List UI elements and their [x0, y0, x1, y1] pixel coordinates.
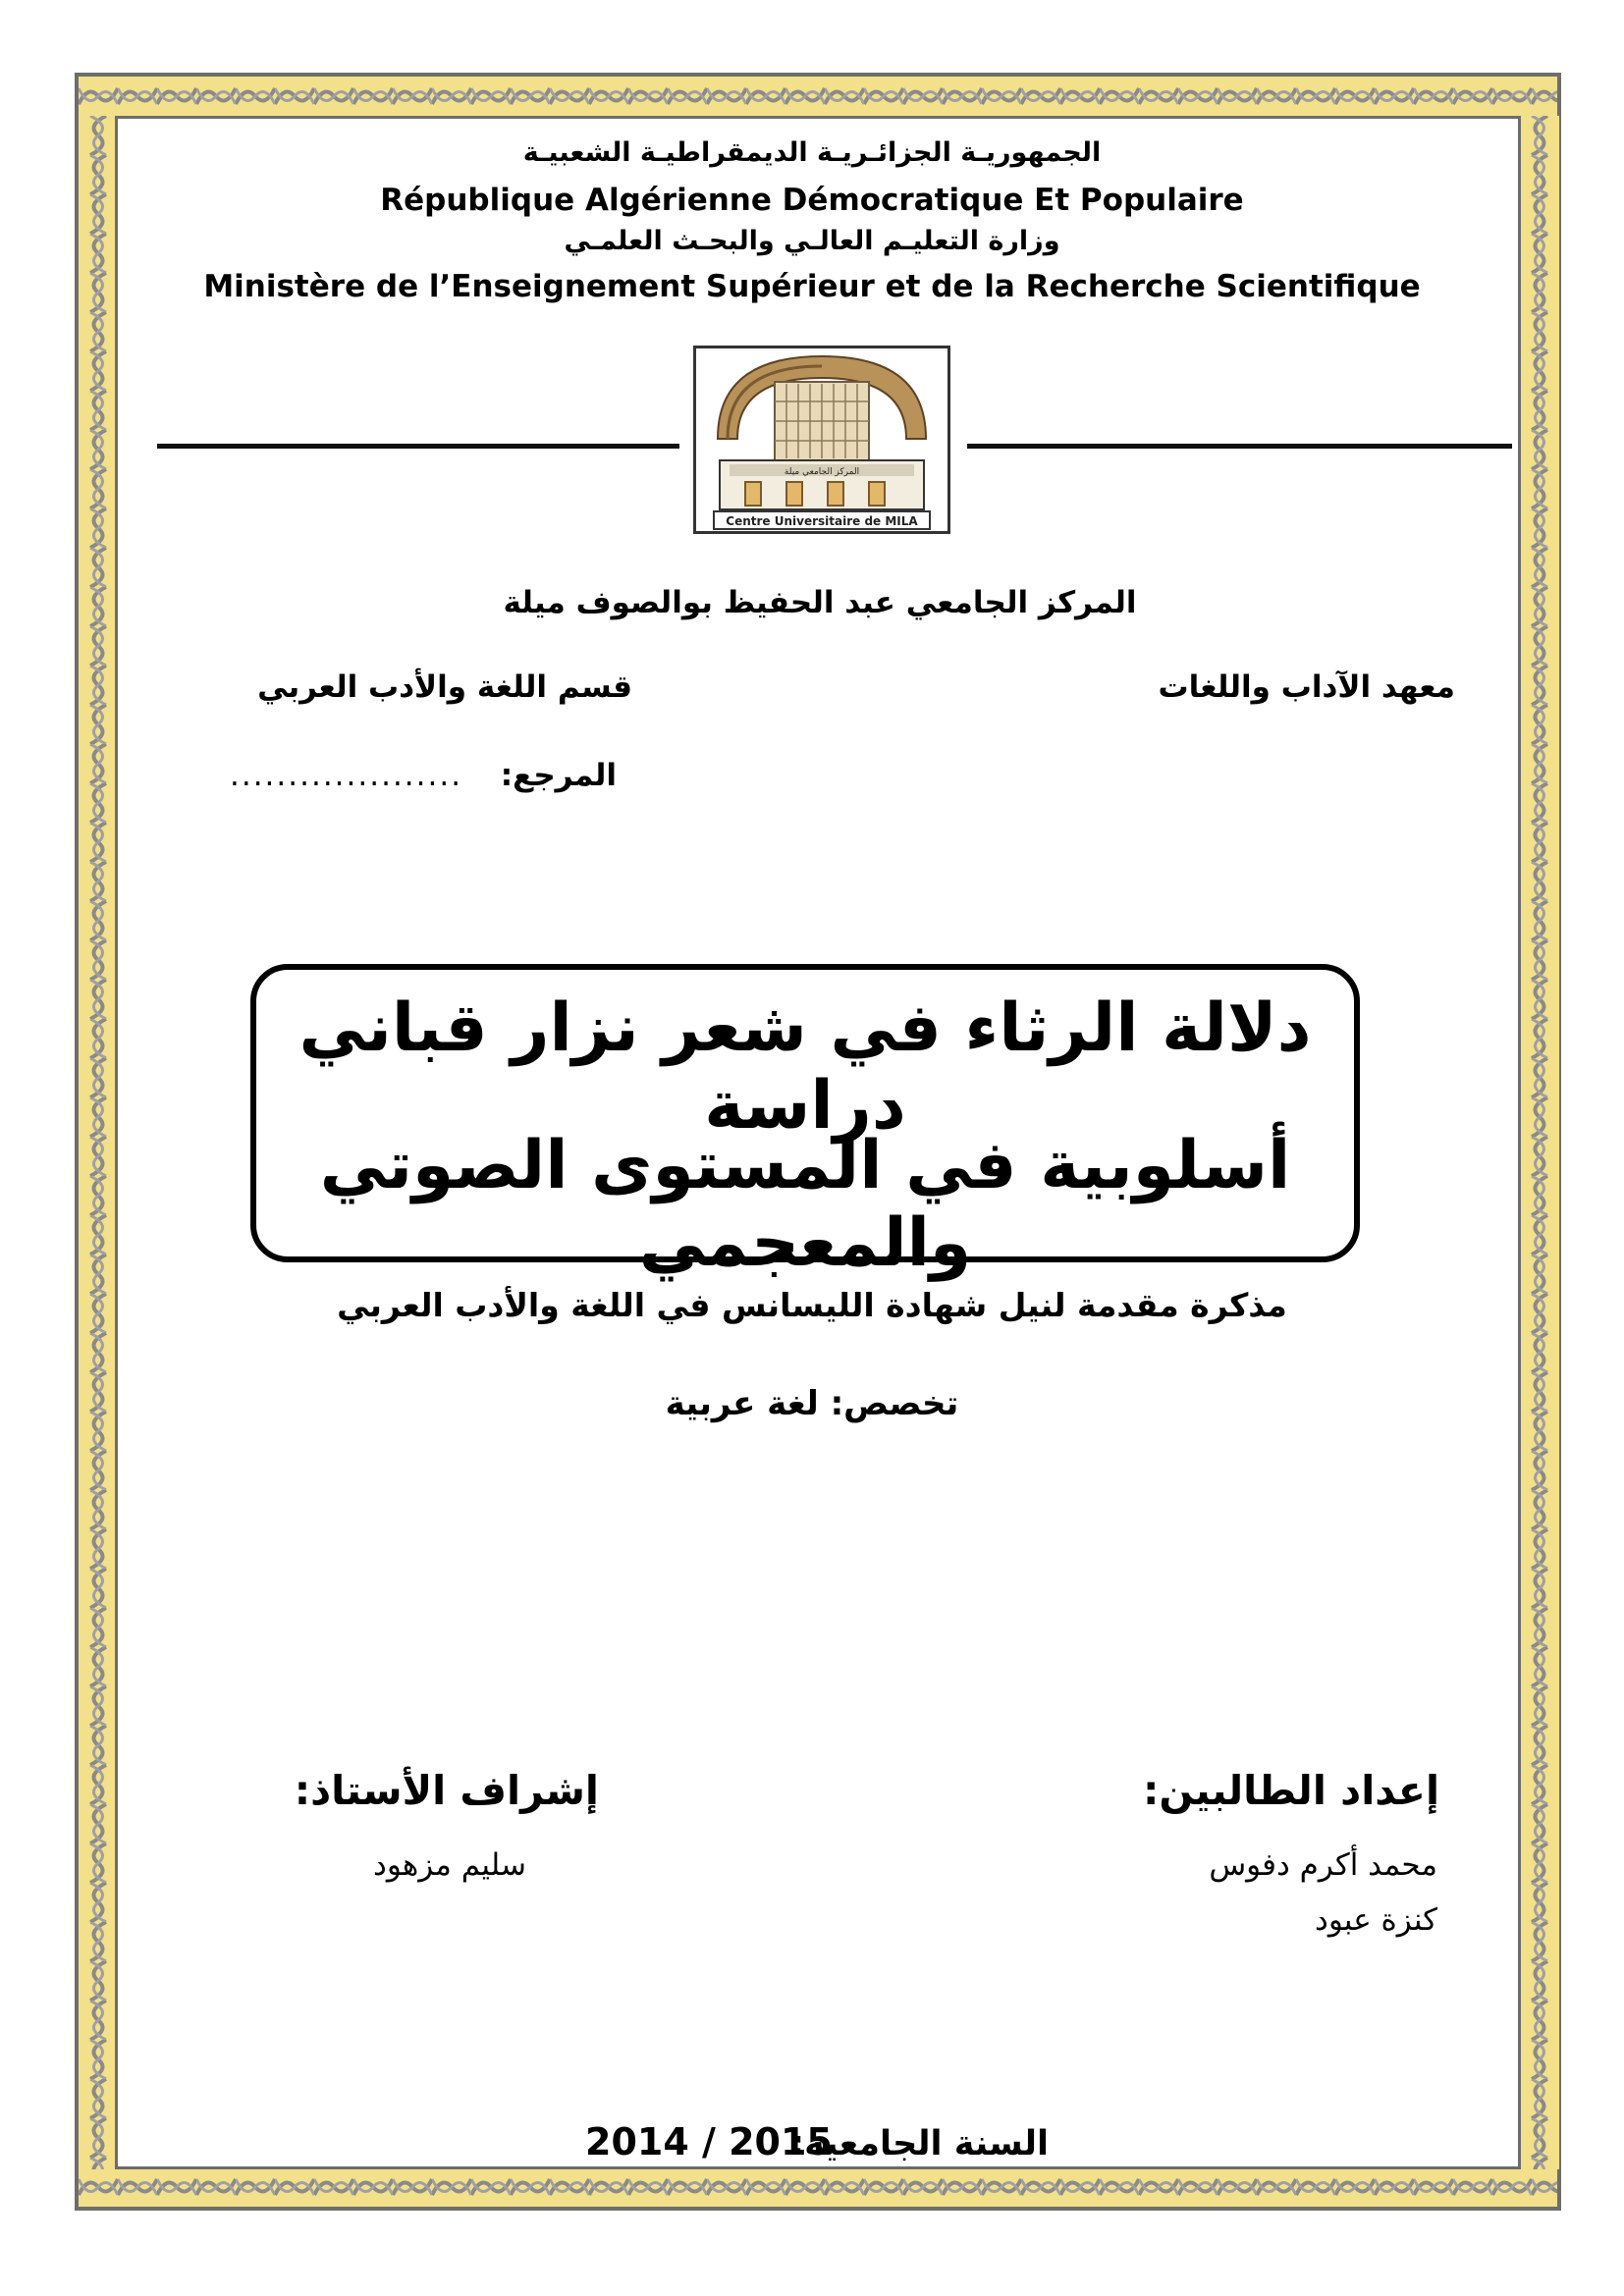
border-band-left — [79, 116, 118, 2169]
thesis-specialty: تخصص: لغة عربية — [665, 1384, 959, 1423]
logo-caption: Centre Universitaire de MILA — [726, 514, 918, 528]
border-band-top — [79, 77, 1557, 116]
ministry-name-arabic: وزارة التعليـم العالـي والبحـث العلمـي — [564, 226, 1060, 256]
republic-name-french: République Algérienne Démocratique Et Populaire — [380, 183, 1244, 218]
ministry-name-french: Ministère de l’Enseignement Supérieur et de la Recherche Scientifique — [203, 269, 1421, 304]
chain-pattern-left — [79, 116, 118, 2169]
reference-value: .................... — [230, 758, 463, 793]
thesis-title-box — [250, 964, 1360, 1282]
university-logo — [693, 346, 950, 534]
university-center-name: المركز الجامعي عبد الحفيظ بوالصوف ميلة — [503, 585, 1137, 620]
supervisor-label: إشراف الأستاذ: — [294, 1767, 599, 1814]
academic-year-value: 2014 / 2015 — [585, 2120, 833, 2163]
logo-building-text: المركز الجامعي ميلة — [784, 467, 860, 477]
header-rule-left — [157, 444, 679, 449]
thesis-title-line-1: دلالة الرثاء في شعر نزار قباني دراسة — [298, 989, 1312, 1145]
university-building-icon — [696, 348, 947, 531]
thesis-title-line-2: أسلوبية في المستوى الصوتي والمعجمي — [319, 1127, 1291, 1282]
border-band-bottom — [79, 2167, 1557, 2207]
republic-name-arabic: الجمهوريـة الجزائـريـة الديمقراطيـة الشعبيـة — [522, 137, 1102, 168]
chain-pattern-bottom — [79, 2167, 1557, 2207]
header-rule-right — [967, 444, 1512, 449]
department-name: قسم اللغة والأدب العربي — [257, 669, 632, 705]
thesis-subtitle: مذكرة مقدمة لنيل شهادة الليسانس في اللغة والأدب العربي — [337, 1286, 1287, 1324]
border-band-right — [1520, 116, 1559, 2169]
academic-year-label: السنة الجامعية: — [790, 2124, 1049, 2163]
reference-label: المرجع: — [500, 758, 617, 793]
institute-name: معهد الآداب واللغات — [1158, 669, 1455, 705]
chain-pattern-top — [79, 77, 1557, 116]
students-label: إعداد الطالبين: — [1142, 1767, 1439, 1814]
supervisor-name: سليم مزهود — [373, 1847, 526, 1883]
student-name-2: كنزة عبود — [1315, 1902, 1437, 1938]
chain-pattern-right — [1520, 116, 1559, 2169]
student-name-1: محمد أكرم دفوس — [1209, 1847, 1437, 1883]
